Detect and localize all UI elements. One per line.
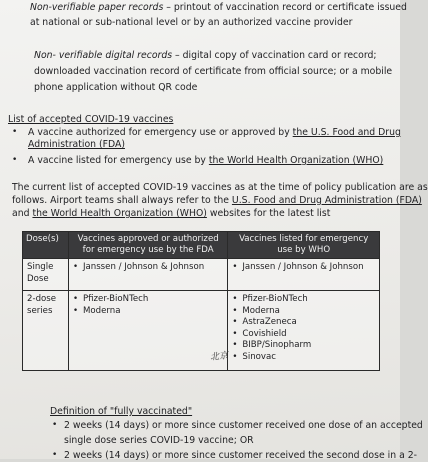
paper-records-line-2: at national or sub-national level or by an authorized vaccine provider xyxy=(30,17,353,28)
accepted-vaccines-heading: List of accepted COVID-19 vaccines xyxy=(8,114,174,125)
accepted-item-fda-line-1 xyxy=(28,127,401,139)
accepted-item-who xyxy=(28,155,383,167)
accepted-item-fda-line-2 xyxy=(28,139,125,151)
dose-cell: 2-dose series xyxy=(23,291,69,371)
digital-records-term: Non- verifiable digital records xyxy=(34,50,173,61)
digital-records-line-1 xyxy=(34,50,377,62)
current-list-line-1: The current list of accepted COVID-19 vaccines as at the time of policy publication are as xyxy=(12,182,428,193)
digital-records-line-2: downloaded vaccination record of certificate from official source; or a mobile xyxy=(34,66,393,77)
current-list-line-2 xyxy=(12,195,422,207)
who-cell xyxy=(228,291,380,371)
fda-website-link[interactable]: U.S. Food and Drug Administration (FDA) xyxy=(231,195,422,206)
handwritten-mark: 北京 xyxy=(209,351,229,363)
bullet-marker: • xyxy=(52,450,58,460)
current-list-text: follows. Airport teams shall always refer to the xyxy=(12,195,232,206)
accepted-item-who-text: A vaccine listed for emergency use by xyxy=(28,155,209,166)
paper-records-term: Non-verifiable paper records xyxy=(30,2,164,13)
definition-heading: Definition of "fully vaccinated" xyxy=(50,406,193,417)
fda-cell xyxy=(68,291,227,371)
list-item: • Janssen / Johnson & Johnson xyxy=(232,262,375,274)
fda-link[interactable]: the U.S. Food and Drug xyxy=(292,127,401,138)
paper-records-text: – printout of vaccination record or certificate issued xyxy=(163,2,407,13)
list-item: • AstraZeneca xyxy=(232,317,375,329)
bullet-marker: • xyxy=(52,420,58,430)
accepted-item-fda-text: A vaccine authorized for emergency use or approved by xyxy=(28,127,293,138)
who-cell xyxy=(228,259,380,291)
who-link[interactable]: the World Health Organization (WHO) xyxy=(208,155,384,166)
list-item: • BIBP/Sinopharm xyxy=(232,340,375,352)
table-row xyxy=(23,291,380,371)
list-item: • Sinovac xyxy=(232,352,375,364)
header-fda: Vaccines approved or authorized for emergency use by the FDA xyxy=(68,232,227,259)
list-item: • Janssen / Johnson & Johnson xyxy=(73,262,223,274)
list-item: • Moderna xyxy=(232,306,375,318)
list-item: • Moderna xyxy=(73,306,223,318)
digital-records-line-3: phone application without QR code xyxy=(34,82,198,93)
digital-records-text: – digital copy of vaccination card or record; xyxy=(172,50,377,61)
bullet-marker: • xyxy=(12,127,18,137)
bullet-marker: • xyxy=(12,155,18,165)
list-item: • Pfizer-BioNTech xyxy=(232,294,375,306)
dose-cell: Single Dose xyxy=(23,259,69,291)
table-row xyxy=(23,259,380,291)
definition-bullet-1-line-1: 2 weeks (14 days) or more since customer received one dose of an accepted xyxy=(64,420,423,431)
definition-bullet-1-line-2: single dose series COVID-19 vaccine; OR xyxy=(64,435,254,446)
current-list-and: and xyxy=(12,208,33,219)
header-doses: Dose(s) xyxy=(23,232,69,259)
definition-bullet-2-line-1: 2 weeks (14 days) or more since customer received the second dose in a 2- xyxy=(64,450,417,461)
current-list-line-3 xyxy=(12,208,330,220)
fda-cell xyxy=(68,259,227,291)
list-item: • Covishield xyxy=(232,329,375,341)
header-who: Vaccines listed for emergency use by WHO xyxy=(228,232,380,259)
current-list-suffix: websites for the latest list xyxy=(206,208,331,219)
who-website-link[interactable]: the World Health Organization (WHO) xyxy=(32,208,207,219)
paper-records-line-1 xyxy=(30,2,407,14)
fda-link-continued[interactable]: Administration (FDA) xyxy=(28,139,125,150)
list-item: • Pfizer-BioNTech xyxy=(73,294,223,306)
vaccine-table xyxy=(22,231,380,371)
table-header-row xyxy=(23,232,380,259)
